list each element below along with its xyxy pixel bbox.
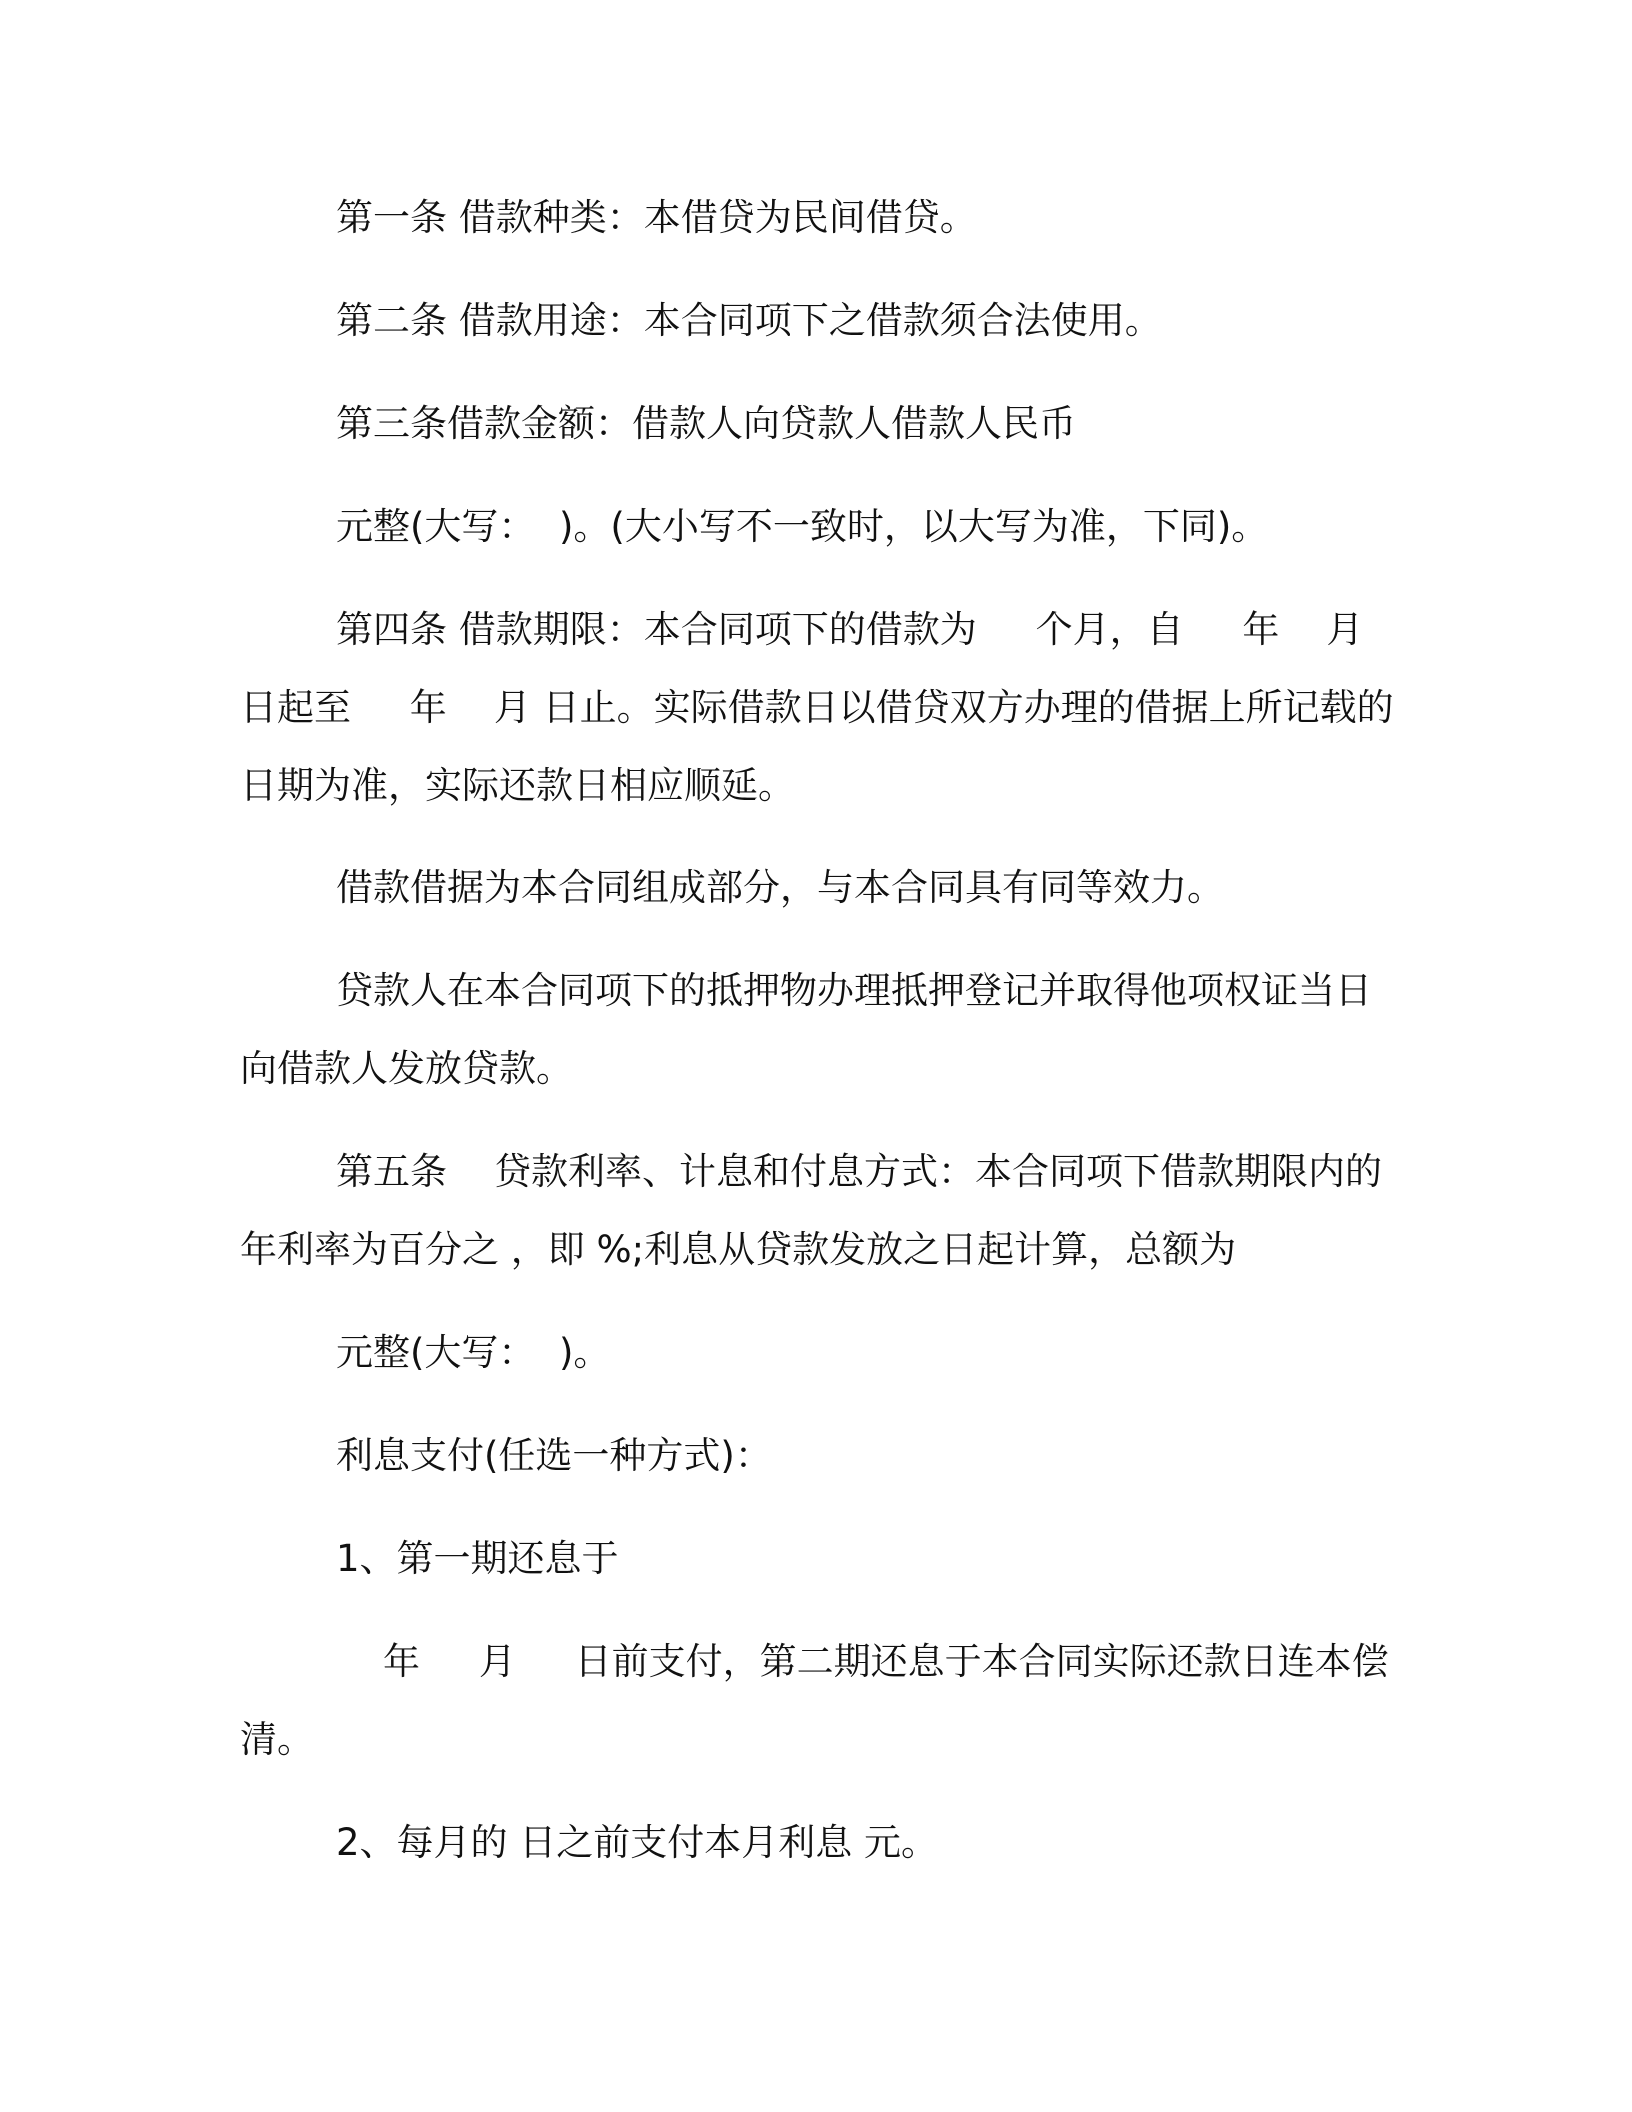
- article-1-line: 第一条 借款种类：本借贷为民间借贷。: [336, 196, 977, 239]
- promissory-note-line: 借款借据为本合同组成部分，与本合同具有同等效力。: [336, 866, 1224, 909]
- option-1-line-3: 清。: [240, 1718, 314, 1761]
- article-3-line: 第三条借款金额：借款人向贷款人借款人民币: [336, 402, 1076, 445]
- option-2-line: 2、每月的 日之前支付本月利息 元。: [336, 1821, 939, 1864]
- option-1-line-2: 年 月 日前支付，第二期还息于本合同实际还款日连本偿: [336, 1640, 1389, 1683]
- option-1-line-1: 1、第一期还息于: [336, 1537, 619, 1580]
- lender-release-line-2: 向借款人发放贷款。: [240, 1047, 573, 1090]
- article-5-amount-line: 元整(大写： )。: [336, 1331, 611, 1374]
- article-4-line-3: 日期为准，实际还款日相应顺延。: [240, 764, 795, 807]
- article-5-line-2: 年利率为百分之 ，即 %;利息从贷款发放之日起计算，总额为: [240, 1228, 1237, 1271]
- article-4-line-1: 第四条 借款期限：本合同项下的借款为 个月，自 年 月: [336, 608, 1364, 651]
- article-3-amount-line: 元整(大写： )。(大小写不一致时，以大写为准，下同)。: [336, 505, 1269, 548]
- article-5-line-1: 第五条 贷款利率、计息和付息方式：本合同项下借款期限内的: [336, 1150, 1383, 1193]
- interest-payment-heading: 利息支付(任选一种方式)：: [336, 1434, 772, 1477]
- lender-release-line-1: 贷款人在本合同项下的抵押物办理抵押登记并取得他项权证当日: [336, 969, 1372, 1012]
- article-2-line: 第二条 借款用途：本合同项下之借款须合法使用。: [336, 299, 1162, 342]
- article-4-line-2: 日起至 年 月 日止。实际借款日以借贷双方办理的借据上所记载的: [240, 686, 1394, 729]
